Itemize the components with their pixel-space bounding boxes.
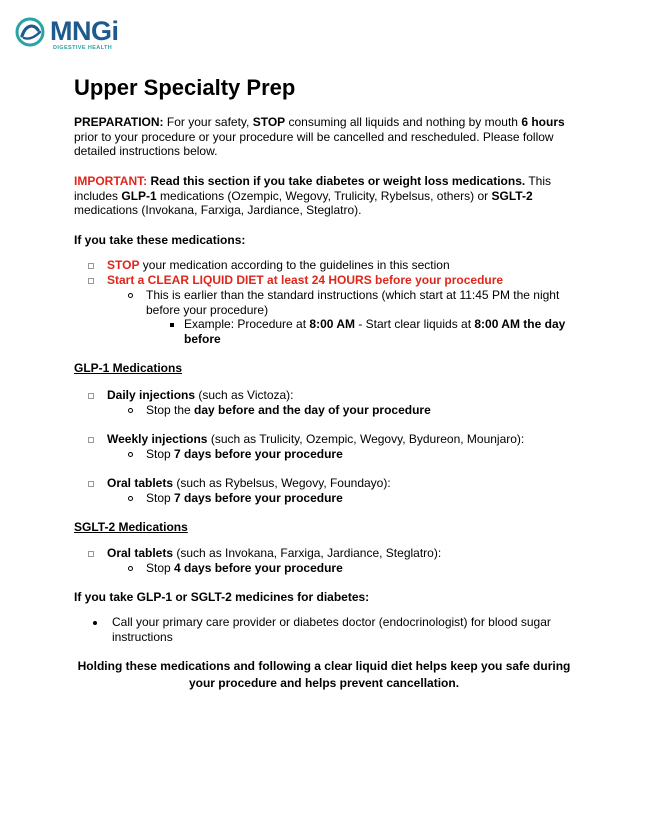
sglt-oral-sub [146,561,566,576]
glp-oral-sub-text: Stop [146,491,175,505]
checkbox-bullet [88,263,94,269]
glp-weekly-rest: (such as Trulicity, Ozempic, Wegovy, Bydureon, Mounjaro): [207,432,525,446]
important-sglt: SGLT-2 [491,188,533,203]
example-time-1: 8:00 AM [309,317,355,331]
example-text-2: - Start clear liquids at [354,317,475,331]
glp-oral-sub-bold: 7 days before your procedure [174,491,343,505]
if-take-heading: If you take these medications: [74,233,246,247]
example-text-1: Example: Procedure at [184,317,310,331]
sub-item-earlier: This is earlier than the standard instructions (which start at 11:45 PM the night before your procedure) [146,288,560,317]
logo-tagline: DIGESTIVE HEALTH [53,45,113,51]
important-bold-text: Read this section if you take diabetes or weight loss medications. [147,174,526,188]
example-time-2: 8:00 AM the day before [184,317,566,346]
important-label: IMPORTANT: [74,174,148,188]
important-text-2: medications (Ozempic, Wegovy, Trulicity, Rybelsus, others) or [156,188,492,203]
stop-word: STOP [107,258,140,272]
checkbox-bullet [88,551,94,557]
sglt2-heading: SGLT-2 Medications [74,520,188,534]
glp-daily-sub [146,403,566,418]
preparation-label: PREPARATION: [74,115,164,129]
glp-oral-sub [146,491,566,506]
sglt-oral-rest: (such as Invokana, Farxiga, Jardiance, Steglatro): [173,546,442,560]
glp-weekly-sub [146,447,566,462]
sglt-oral-sub-bold: 4 days before your procedure [174,561,343,575]
closing-statement: Holding these medications and following a clear liquid diet helps keep you safe during your procedure and helps prevent cancellation. [77,659,571,690]
circle-bullet [128,293,133,298]
checkbox-bullet [88,481,94,487]
preparation-hours: 6 hours [521,115,565,129]
glp-weekly-sub-text: Stop [146,447,175,461]
glp-item-daily [107,388,577,403]
checkbox-bullet [88,393,94,399]
checkbox-bullet [88,278,94,284]
sglt-oral-sub-text: Stop [146,561,175,575]
logo-wordmark: MNGi [50,16,119,46]
circle-bullet [128,408,133,413]
circle-bullet [128,452,133,457]
glp-oral-label: Oral tablets [107,476,174,490]
preparation-stop: STOP [252,115,286,129]
important-glp: GLP-1 [121,188,157,203]
important-text-3: medications (Invokana, Farxiga, Jardiance, Steglatro). [74,203,362,217]
if-both-heading: If you take GLP-1 or SGLT-2 medicines for diabetes: [74,590,370,604]
checkbox-bullet [88,437,94,443]
mngi-logo [14,14,144,56]
page-title: Upper Specialty Prep [74,75,296,100]
glp-weekly-sub-bold: 7 days before your procedure [174,447,343,461]
preparation-text-1: For your safety, [163,115,253,129]
glp1-heading: GLP-1 Medications [74,361,183,375]
important-paragraph [74,174,574,218]
list-item-stop [107,258,577,273]
glp-oral-rest: (such as Rybelsus, Wegovy, Foundayo): [173,476,391,490]
important-text-1: This includes [74,174,551,203]
glp-daily-rest: (such as Victoza): [195,388,294,402]
stop-rest: your medication according to the guidelines in this section [139,258,450,272]
circle-bullet [128,566,133,571]
preparation-paragraph [74,115,574,159]
glp-item-oral [107,476,577,491]
square-bullet [170,323,174,327]
preparation-text-3: prior to your procedure or your procedure will be cancelled and rescheduled. Please follow detailed instructions below. [74,129,554,158]
glp-daily-sub-bold: day before and the day of your procedure [194,403,431,417]
preparation-text-2: consuming all liquids and nothing by mouth [285,115,522,129]
glp-item-weekly [107,432,577,447]
list-item-clear-liquid: Start a CLEAR LIQUID DIET at least 24 HOURS before your procedure [107,273,504,287]
sglt-item-oral [107,546,577,561]
logo-mark-icon [14,16,48,48]
glp-weekly-label: Weekly injections [107,432,208,446]
call-provider-item: Call your primary care provider or diabetes doctor (endocrinologist) for blood sugar instructions [112,615,551,644]
circle-bullet [128,496,133,501]
glp-daily-label: Daily injections [107,388,196,402]
sglt-oral-label: Oral tablets [107,546,174,560]
glp-daily-sub-text: Stop the [146,403,195,417]
dot-bullet [93,621,97,625]
sub-item-example [184,317,574,346]
